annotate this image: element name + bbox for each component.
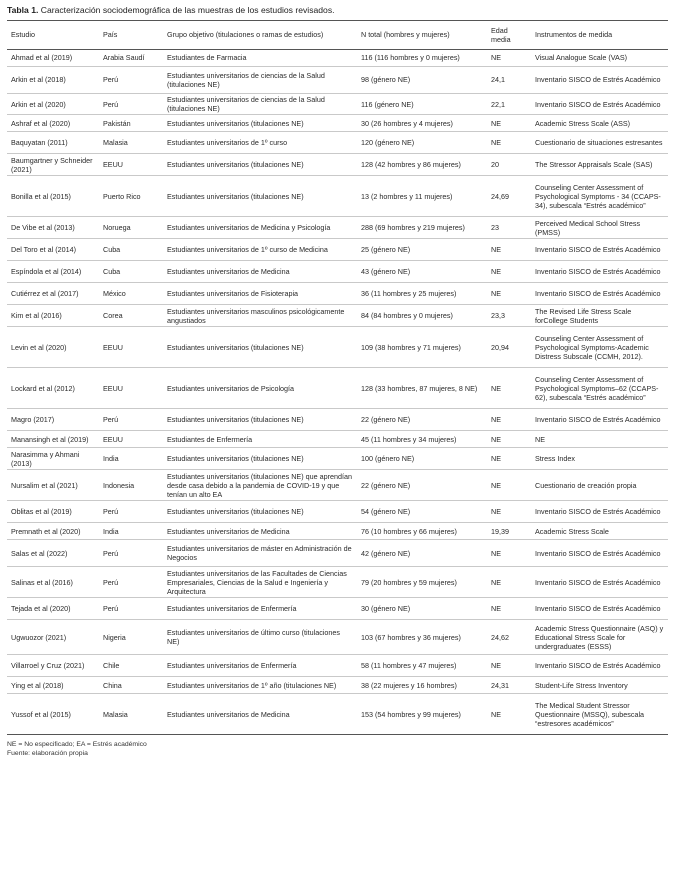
cell-estudio: Arkin et al (2020) <box>11 99 66 109</box>
cell-grupo: Estudiantes universitarios de 1º curso de Medicina <box>167 245 328 255</box>
cell-pais: EEUU <box>103 160 123 170</box>
cell-estudio: Nursalim et al (2021) <box>11 480 78 490</box>
cell-estudio: Baquyatan (2011) <box>11 138 68 148</box>
cell-instrumento: Inventario SISCO de Estrés Académico <box>535 548 661 558</box>
cell-estudio: Premnath et al (2020) <box>11 526 81 536</box>
cell-estudio: Lockard et al (2012) <box>11 383 75 393</box>
cell-edad: NE <box>491 289 501 299</box>
cell-edad: 24,1 <box>491 75 505 85</box>
cell-pais: EEUU <box>103 383 123 393</box>
cell-grupo: Estudiantes universitarios de Enfermería <box>167 661 297 671</box>
cell-estudio: Levin et al (2020) <box>11 342 67 352</box>
cell-estudio: Cutiérrez et al (2017) <box>11 289 79 299</box>
cell-pais: Arabia Saudí <box>103 53 145 63</box>
cell-n: 38 (22 mujeres y 16 hombres) <box>361 680 457 690</box>
table-caption-text: Caracterización sociodemográfica de las muestras de los estudios revisados. <box>38 5 335 15</box>
cell-grupo: Estudiantes universitarios de 1º curso <box>167 138 288 148</box>
cell-edad: NE <box>491 577 501 587</box>
cell-edad: NE <box>491 383 501 393</box>
table-row <box>7 115 668 132</box>
cell-instrumento: Inventario SISCO de Estrés Académico <box>535 661 661 671</box>
table-row <box>7 598 668 620</box>
cell-edad: NE <box>491 267 501 277</box>
cell-estudio: Magro (2017) <box>11 415 55 425</box>
cell-edad: NE <box>491 53 501 63</box>
cell-edad: 20 <box>491 160 499 170</box>
cell-grupo: Estudiantes universitarios de Medicina <box>167 267 290 277</box>
cell-edad: NE <box>491 434 501 444</box>
table-body <box>7 50 668 735</box>
cell-instrumento: NE <box>535 434 545 444</box>
cell-grupo: Estudiantes universitarios de las Facultades de Ciencias Empresariales, Ciencias de la Salud e Ingeniería y Arquitectura <box>167 568 347 596</box>
table-row <box>7 501 668 523</box>
table-row <box>7 239 668 261</box>
cell-instrumento: Inventario SISCO de Estrés Académico <box>535 507 661 517</box>
cell-n: 42 (género NE) <box>361 548 411 558</box>
cell-pais: Pakistán <box>103 118 131 128</box>
cell-estudio: Del Toro et al (2014) <box>11 245 76 255</box>
column-header-n-total: N total (hombres y mujeres) <box>357 21 487 50</box>
cell-estudio: Tejada et al (2020) <box>11 604 71 614</box>
cell-grupo: Estudiantes universitarios de Psicología <box>167 383 295 393</box>
cell-edad: NE <box>491 709 501 719</box>
cell-n: 30 (26 hombres y 4 mujeres) <box>361 118 453 128</box>
cell-n: 98 (género NE) <box>361 75 411 85</box>
cell-pais: Perú <box>103 507 119 517</box>
cell-edad: 20,94 <box>491 342 509 352</box>
table-row <box>7 677 668 694</box>
table-row <box>7 409 668 431</box>
cell-estudio: Oblitas et al (2019) <box>11 507 72 517</box>
cell-n: 22 (género NE) <box>361 480 411 490</box>
cell-pais: China <box>103 680 122 690</box>
cell-edad: NE <box>491 480 501 490</box>
cell-estudio: Yussof et al (2015) <box>11 709 71 719</box>
cell-edad: NE <box>491 548 501 558</box>
cell-edad: NE <box>491 454 501 464</box>
column-header-estudio: Estudio <box>7 21 99 50</box>
cell-estudio: Villarroel y Cruz (2021) <box>11 661 85 671</box>
cell-grupo: Estudiantes universitarios de Medicina y Psicología <box>167 223 331 233</box>
cell-edad: NE <box>491 507 501 517</box>
cell-estudio: Ahmad et al (2019) <box>11 53 73 63</box>
column-header-pais: País <box>99 21 163 50</box>
cell-instrumento: Inventario SISCO de Estrés Académico <box>535 99 661 109</box>
cell-pais: Perú <box>103 75 119 85</box>
column-header-edad: Edad media <box>487 21 531 50</box>
cell-n: 128 (33 hombres, 87 mujeres, 8 NE) <box>361 383 478 393</box>
cell-n: 76 (10 hombres y 66 mujeres) <box>361 526 457 536</box>
cell-grupo: Estudiantes universitarios de Medicina <box>167 709 290 719</box>
table-row <box>7 67 668 94</box>
cell-instrumento: Perceived Medical School Stress (PMSS) <box>535 218 641 237</box>
cell-pais: Malasia <box>103 138 128 148</box>
cell-estudio: Salas et al (2022) <box>11 548 68 558</box>
cell-estudio: Ying et al (2018) <box>11 680 64 690</box>
cell-edad: NE <box>491 118 501 128</box>
cell-n: 116 (género NE) <box>361 99 414 109</box>
cell-instrumento: Inventario SISCO de Estrés Académico <box>535 267 661 277</box>
table-row <box>7 655 668 677</box>
cell-n: 103 (67 hombres y 36 mujeres) <box>361 632 461 642</box>
table-row <box>7 305 668 327</box>
cell-n: 84 (84 hombres y 0 mujeres) <box>361 311 453 321</box>
table-row <box>7 261 668 283</box>
cell-pais: Noruega <box>103 223 131 233</box>
table-caption <box>7 4 668 16</box>
cell-grupo: Estudiantes universitarios (titulaciones NE) que aprendían desde casa debido a la pandemia de COVID-19 y que tenían un alto EA <box>167 471 352 499</box>
table-row <box>7 217 668 239</box>
cell-instrumento: Counseling Center Assessment of Psychological Symptoms–62 (CCAPS-62), subescala “Estrés académico” <box>535 374 659 402</box>
cell-edad: 19,39 <box>491 526 509 536</box>
cell-estudio: Arkin et al (2018) <box>11 75 66 85</box>
table-row <box>7 94 668 115</box>
cell-n: 25 (género NE) <box>361 245 411 255</box>
cell-instrumento: The Revised Life Stress Scale forCollege Students <box>535 306 632 325</box>
cell-instrumento: Cuestionario de situaciones estresantes <box>535 138 663 148</box>
table-caption-label: Tabla 1. <box>7 5 39 15</box>
cell-grupo: Estudiantes universitarios de ciencias de la Salud (titulaciones NE) <box>167 95 325 114</box>
cell-edad: 22,1 <box>491 99 505 109</box>
cell-instrumento: Counseling Center Assessment of Psychological Symptoms-Academic Distress Subscale (CCMH, 2012). <box>535 333 649 361</box>
cell-grupo: Estudiantes universitarios (titulaciones NE) <box>167 191 304 201</box>
cell-instrumento: Inventario SISCO de Estrés Académico <box>535 604 661 614</box>
cell-instrumento: Cuestionario de creación propia <box>535 480 637 490</box>
table-row <box>7 567 668 598</box>
cell-estudio: Espíndola et al (2014) <box>11 267 82 277</box>
cell-grupo: Estudiantes universitarios de Enfermería <box>167 604 297 614</box>
cell-pais: México <box>103 289 126 299</box>
cell-n: 109 (38 hombres y 71 mujeres) <box>361 342 461 352</box>
cell-pais: India <box>103 526 119 536</box>
cell-pais: Indonesia <box>103 480 135 490</box>
table-row <box>7 620 668 655</box>
cell-instrumento: Inventario SISCO de Estrés Académico <box>535 577 661 587</box>
cell-pais: Perú <box>103 548 119 558</box>
cell-pais: Perú <box>103 604 119 614</box>
table-footnotes <box>7 740 668 758</box>
cell-instrumento: Counseling Center Assessment of Psychological Symptoms - 34 (CCAPS-34), subescala “Estrés académico” <box>535 182 661 210</box>
cell-instrumento: Academic Stress Questionnaire (ASQ) y Educational Stress Scale for undergraduates (ESSS) <box>535 623 664 651</box>
table-row <box>7 176 668 217</box>
cell-edad: NE <box>491 661 501 671</box>
table-row <box>7 523 668 540</box>
cell-instrumento: Inventario SISCO de Estrés Académico <box>535 245 661 255</box>
cell-grupo: Estudiantes universitarios (titulaciones NE) <box>167 415 304 425</box>
cell-estudio: Bonilla et al (2015) <box>11 191 71 201</box>
table-row <box>7 448 668 470</box>
cell-grupo: Estudiantes universitarios (titulaciones NE) <box>167 507 304 517</box>
cell-grupo: Estudiantes universitarios (titulaciones NE) <box>167 342 304 352</box>
cell-n: 36 (11 hombres y 25 mujeres) <box>361 289 457 299</box>
table-row <box>7 50 668 67</box>
cell-pais: Perú <box>103 99 119 109</box>
cell-edad: 23 <box>491 223 499 233</box>
cell-pais: Perú <box>103 577 119 587</box>
table-header-row <box>7 21 668 50</box>
cell-pais: Corea <box>103 311 123 321</box>
cell-pais: Nigeria <box>103 632 126 642</box>
cell-n: 22 (género NE) <box>361 415 411 425</box>
cell-grupo: Estudiantes universitarios masculinos psicológicamente angustiados <box>167 306 345 325</box>
cell-edad: NE <box>491 245 501 255</box>
cell-estudio: Baumgartner y Schneider (2021) <box>11 155 93 174</box>
cell-grupo: Estudiantes de Enfermería <box>167 434 253 444</box>
cell-grupo: Estudiantes universitarios (titulaciones NE) <box>167 118 304 128</box>
cell-n: 128 (42 hombres y 86 mujeres) <box>361 160 461 170</box>
table-row <box>7 470 668 501</box>
cell-instrumento: The Stressor Appraisals Scale (SAS) <box>535 160 653 170</box>
cell-instrumento: Inventario SISCO de Estrés Académico <box>535 415 661 425</box>
cell-estudio: Ugwuozor (2021) <box>11 632 67 642</box>
table-row <box>7 368 668 409</box>
cell-n: 288 (69 hombres y 219 mujeres) <box>361 223 465 233</box>
cell-n: 100 (género NE) <box>361 454 415 464</box>
cell-estudio: Ashraf et al (2020) <box>11 118 71 128</box>
cell-edad: 23,3 <box>491 311 505 321</box>
cell-pais: Chile <box>103 661 120 671</box>
cell-pais: Malasia <box>103 709 128 719</box>
cell-instrumento: Academic Stress Scale <box>535 526 609 536</box>
cell-n: 30 (género NE) <box>361 604 411 614</box>
table-row <box>7 327 668 368</box>
cell-edad: NE <box>491 415 501 425</box>
cell-grupo: Estudiantes universitarios de ciencias de la Salud (titulaciones NE) <box>167 70 325 89</box>
cell-edad: 24,31 <box>491 680 509 690</box>
cell-instrumento: Stress Index <box>535 454 575 464</box>
table-row <box>7 694 668 735</box>
table-row <box>7 154 668 176</box>
cell-instrumento: Inventario SISCO de Estrés Académico <box>535 75 661 85</box>
cell-grupo: Estudiantes de Farmacia <box>167 53 247 63</box>
cell-estudio: Narasimma y Ahmani (2013) <box>11 449 80 468</box>
table-row <box>7 540 668 567</box>
cell-n: 43 (género NE) <box>361 267 411 277</box>
cell-edad: NE <box>491 604 501 614</box>
cell-grupo: Estudiantes universitarios de 1º año (titulaciones NE) <box>167 680 337 690</box>
cell-instrumento: The Medical Student Stressor Questionnaire (MSSQ), subescala “estresores académicos” <box>535 700 645 728</box>
cell-pais: Cuba <box>103 245 121 255</box>
cell-edad: NE <box>491 138 501 148</box>
footnote-abbreviations: NE = No especificado; EA = Estrés académico <box>7 741 147 749</box>
cell-n: 116 (116 hombres y 0 mujeres) <box>361 53 460 63</box>
cell-grupo: Estudiantes universitarios de máster en Administración de Negocios <box>167 544 352 563</box>
column-header-instrumento: Instrumentos de medida <box>531 21 668 50</box>
cell-grupo: Estudiantes universitarios de Fisioterapia <box>167 289 299 299</box>
cell-grupo: Estudiantes universitarios (titulaciones NE) <box>167 160 304 170</box>
cell-instrumento: Student-Life Stress Inventory <box>535 680 628 690</box>
cell-estudio: Manansingh et al (2019) <box>11 434 89 444</box>
cell-n: 13 (2 hombres y 11 mujeres) <box>361 191 453 201</box>
cell-pais: EEUU <box>103 434 123 444</box>
cell-pais: Puerto Rico <box>103 191 141 201</box>
cell-instrumento: Visual Analogue Scale (VAS) <box>535 53 628 63</box>
cell-edad: 24,69 <box>491 191 509 201</box>
cell-instrumento: Academic Stress Scale (ASS) <box>535 118 631 128</box>
cell-grupo: Estudiantes universitarios de último curso (titulaciones NE) <box>167 628 340 647</box>
cell-estudio: De Vibe et al (2013) <box>11 223 75 233</box>
column-header-grupo: Grupo objetivo (titulaciones o ramas de estudios) <box>163 21 357 50</box>
table-row <box>7 132 668 154</box>
cell-n: 58 (11 hombres y 47 mujeres) <box>361 661 457 671</box>
cell-instrumento: Inventario SISCO de Estrés Académico <box>535 289 661 299</box>
cell-n: 120 (género NE) <box>361 138 415 148</box>
cell-n: 153 (54 hombres y 99 mujeres) <box>361 709 461 719</box>
cell-grupo: Estudiantes universitarios (titulaciones NE) <box>167 454 304 464</box>
cell-pais: India <box>103 454 119 464</box>
sociodemographic-table <box>7 20 668 735</box>
cell-n: 79 (20 hombres y 59 mujeres) <box>361 577 457 587</box>
footnote-source: Fuente: elaboración propia <box>7 750 88 758</box>
table-row <box>7 431 668 448</box>
cell-n: 54 (género NE) <box>361 507 411 517</box>
cell-pais: EEUU <box>103 342 123 352</box>
cell-grupo: Estudiantes universitarios de Medicina <box>167 526 290 536</box>
cell-n: 45 (11 hombres y 34 mujeres) <box>361 434 457 444</box>
table-row <box>7 283 668 305</box>
cell-edad: 24,62 <box>491 632 509 642</box>
cell-pais: Cuba <box>103 267 121 277</box>
cell-estudio: Kim et al (2016) <box>11 311 62 321</box>
cell-estudio: Salinas et al (2016) <box>11 577 73 587</box>
cell-pais: Perú <box>103 415 119 425</box>
